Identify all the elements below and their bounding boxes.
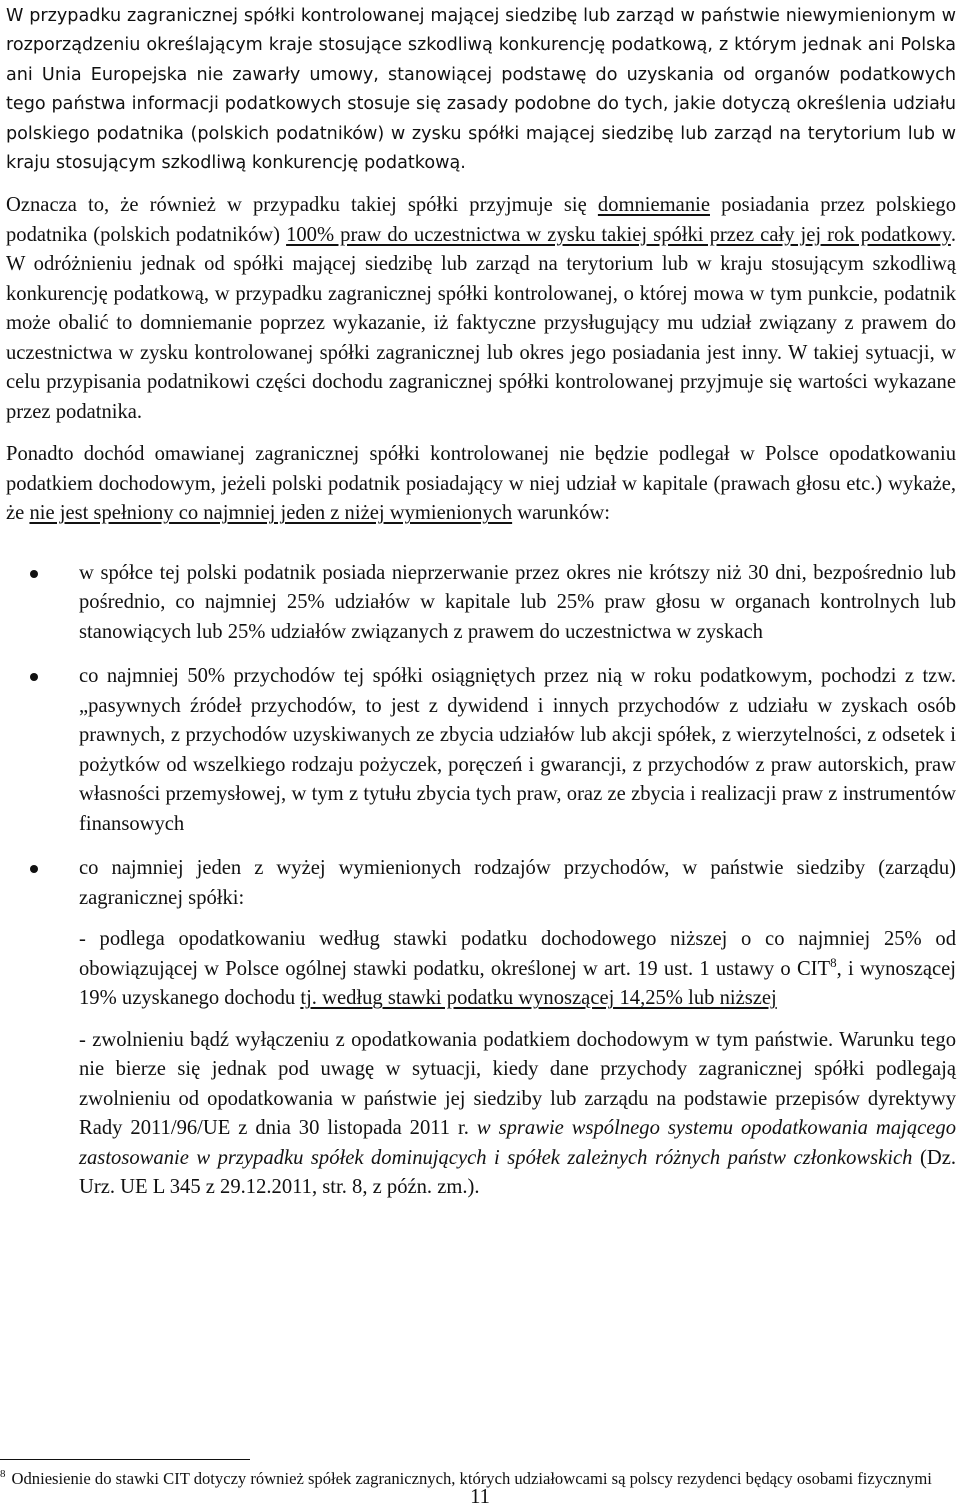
paragraph-2-text-2: posiadania przez polskiego podatnika (polskich podatników) (6, 194, 957, 246)
footnote-text: Odniesienie do stawki CIT dotyczy również spółek zagranicznych, których udziałowcami są polscy rezydenci będący osobami fizycznymi (11, 1469, 932, 1488)
paragraph-1: W przypadku zagranicznej spółki kontrolowanej mającej siedzibę lub zarząd w państwie niewymienionym w rozporządzeniu określającym kraje stosujące szkodliwą konkurencję podatkową, z którym jednak ani Polska ani Unia Europejska nie zawarły umowy, stanowiącej podstawę do uzyskania od organów podatkowych tego państwa informacji podatkowych stosuje się zasady podobne do tych, jakie dotyczą określenia udziału polskiego podatnika (polskich podatników) w zysku spółki mającej siedzibę lub zarząd na terytorium lub w kraju stosującym szkodliwą konkurencję podatkową. (6, 6, 956, 174)
bullet-icon (30, 570, 38, 578)
list-item (6, 662, 956, 839)
sub-item-1-text-2: , i wynoszącej 19% uzyskanego dochodu (79, 957, 956, 1010)
paragraph-3-text-1: Ponadto dochód omawianej zagranicznej spółki kontrolowanej nie będzie podlegał w Polsce opodatkowaniu podatkiem dochodowym, jeżeli polski podatnik posiadający w niej udział w kapitale (prawach głosu etc.) wykaże, że (6, 443, 956, 525)
list-item (6, 854, 956, 913)
paragraph-2-underlined-rights: 100% praw do uczestnictwa w zysku takiej spółki przez cały jej rok podatkowy (286, 223, 951, 246)
list-item (6, 559, 956, 648)
directive-title-italic: w sprawie wspólnego systemu opodatkowania mającego zastosowanie w przypadku spółek dominujących i spółek zależnych różnych państw członkowskich (79, 1117, 956, 1169)
sub-item-2-text-1: - zwolnieniu bądź wyłączeniu z opodatkowania podatkiem dochodowym w tym państwie. Warunku tego nie bierze się jednak pod uwagę w sytuacji, kiedy dane przychody zagranicznej spółki podlegają zwolnieniu od opodatkowania w państwie jej siedziby lub zarządu na podstawie przepisów dyrektywy Rady 2011/96/UE z dnia 30 listopada 2011 r. (79, 1028, 956, 1140)
list-item-text: co najmniej jeden z wyżej wymienionych rodzajów przychodów, w państwie siedziby (zarządu) zagranicznej spółki: (79, 857, 956, 909)
paragraph-3 (6, 440, 956, 529)
sub-item-1-underlined: tj. według stawki podatku wynoszącej 14,25% lub niższej (300, 987, 777, 1010)
list-item-text: w spółce tej polski podatnik posiada nieprzerwanie przez okres nie krótszy niż 30 dni, bezpośrednio lub pośrednio, co najmniej 25% udziałów w kapitale lub 25% praw głosu w organach kontrolnych lub stanowiących lub 25% udziałów związanych z prawem do uczestnictwa w zyskach (79, 561, 956, 643)
sub-item-tax-rate (79, 925, 956, 1014)
conditions-list (6, 559, 956, 914)
paragraph-2-text-3: . W odróżnieniu jednak od spółki mającej siedzibę lub zarząd na terytorium lub w kraju stosującym szkodliwą konkurencję podatkową, w przypadku zagranicznej spółki kontrolowanej, o której mowa w tym punkcie, podatnik może obalić to domniemanie poprzez wykazanie, iż faktyczne przysługujący mu udział związany z prawem do uczestnictwa w zysku kontrolowanej spółki zagranicznej lub okres jego posiadania jest inny. W takiej sytuacji, w celu przypisania podatnikowi części dochodu zagranicznej spółki kontrolowanej przyjmuje się wartości wykazane przez podatnika. (6, 223, 956, 423)
bullet-icon (30, 673, 38, 681)
paragraph-3-underlined-condition: nie jest spełniony co najmniej jeden z niżej wymienionych (29, 502, 513, 525)
paragraph-2-text-1: Oznacza to, że również w przypadku takiej spółki przyjmuje się (6, 194, 598, 217)
sub-item-2-text-2: (Dz. Urz. UE L 345 z 29.12.2011, str. 8, z późn. zm.). (79, 1146, 956, 1199)
footnote-reference: 8 (830, 955, 837, 971)
document-page (6, 0, 956, 1203)
sub-item-exemption (79, 1026, 956, 1203)
footnote-divider (0, 1459, 250, 1460)
paragraph-3-text-2: warunków: (512, 502, 610, 525)
paragraph-2 (6, 191, 956, 427)
list-item-text: co najmniej 50% przychodów tej spółki osiągniętych przez nią w roku podatkowym, pochodzi z tzw. „pasywnych źródeł przychodów, to jest z dywidend i innych przychodów z udziału w zyskach osób prawnych, z przychodów uzyskiwanych ze zbycia udziałów lub akcji spółek, z wierzytelności, z odsetek i pożytków od wszelkiego rodzaju pożyczek, poręczeń i gwarancji, z przychodów z praw autorskich, praw własności przemysłowej, w tym z tytułu zbycia tych praw, oraz ze zbycia i realizacji praw z instrumentów finansowych (79, 665, 956, 835)
paragraph-2-underlined-presumption: domniemanie (597, 194, 710, 217)
sub-item-1-text-1: - podlega opodatkowaniu według stawki podatku dochodowego niższej o co najmniej 25% od obowiązującej w Polsce ogólnej stawki podatku, określonej w art. 19 ust. 1 ustawy o CIT (79, 928, 956, 980)
footnote-mark: 8 (0, 1468, 6, 1481)
bullet-icon (30, 865, 38, 873)
page-number: 11 (470, 1486, 490, 1508)
